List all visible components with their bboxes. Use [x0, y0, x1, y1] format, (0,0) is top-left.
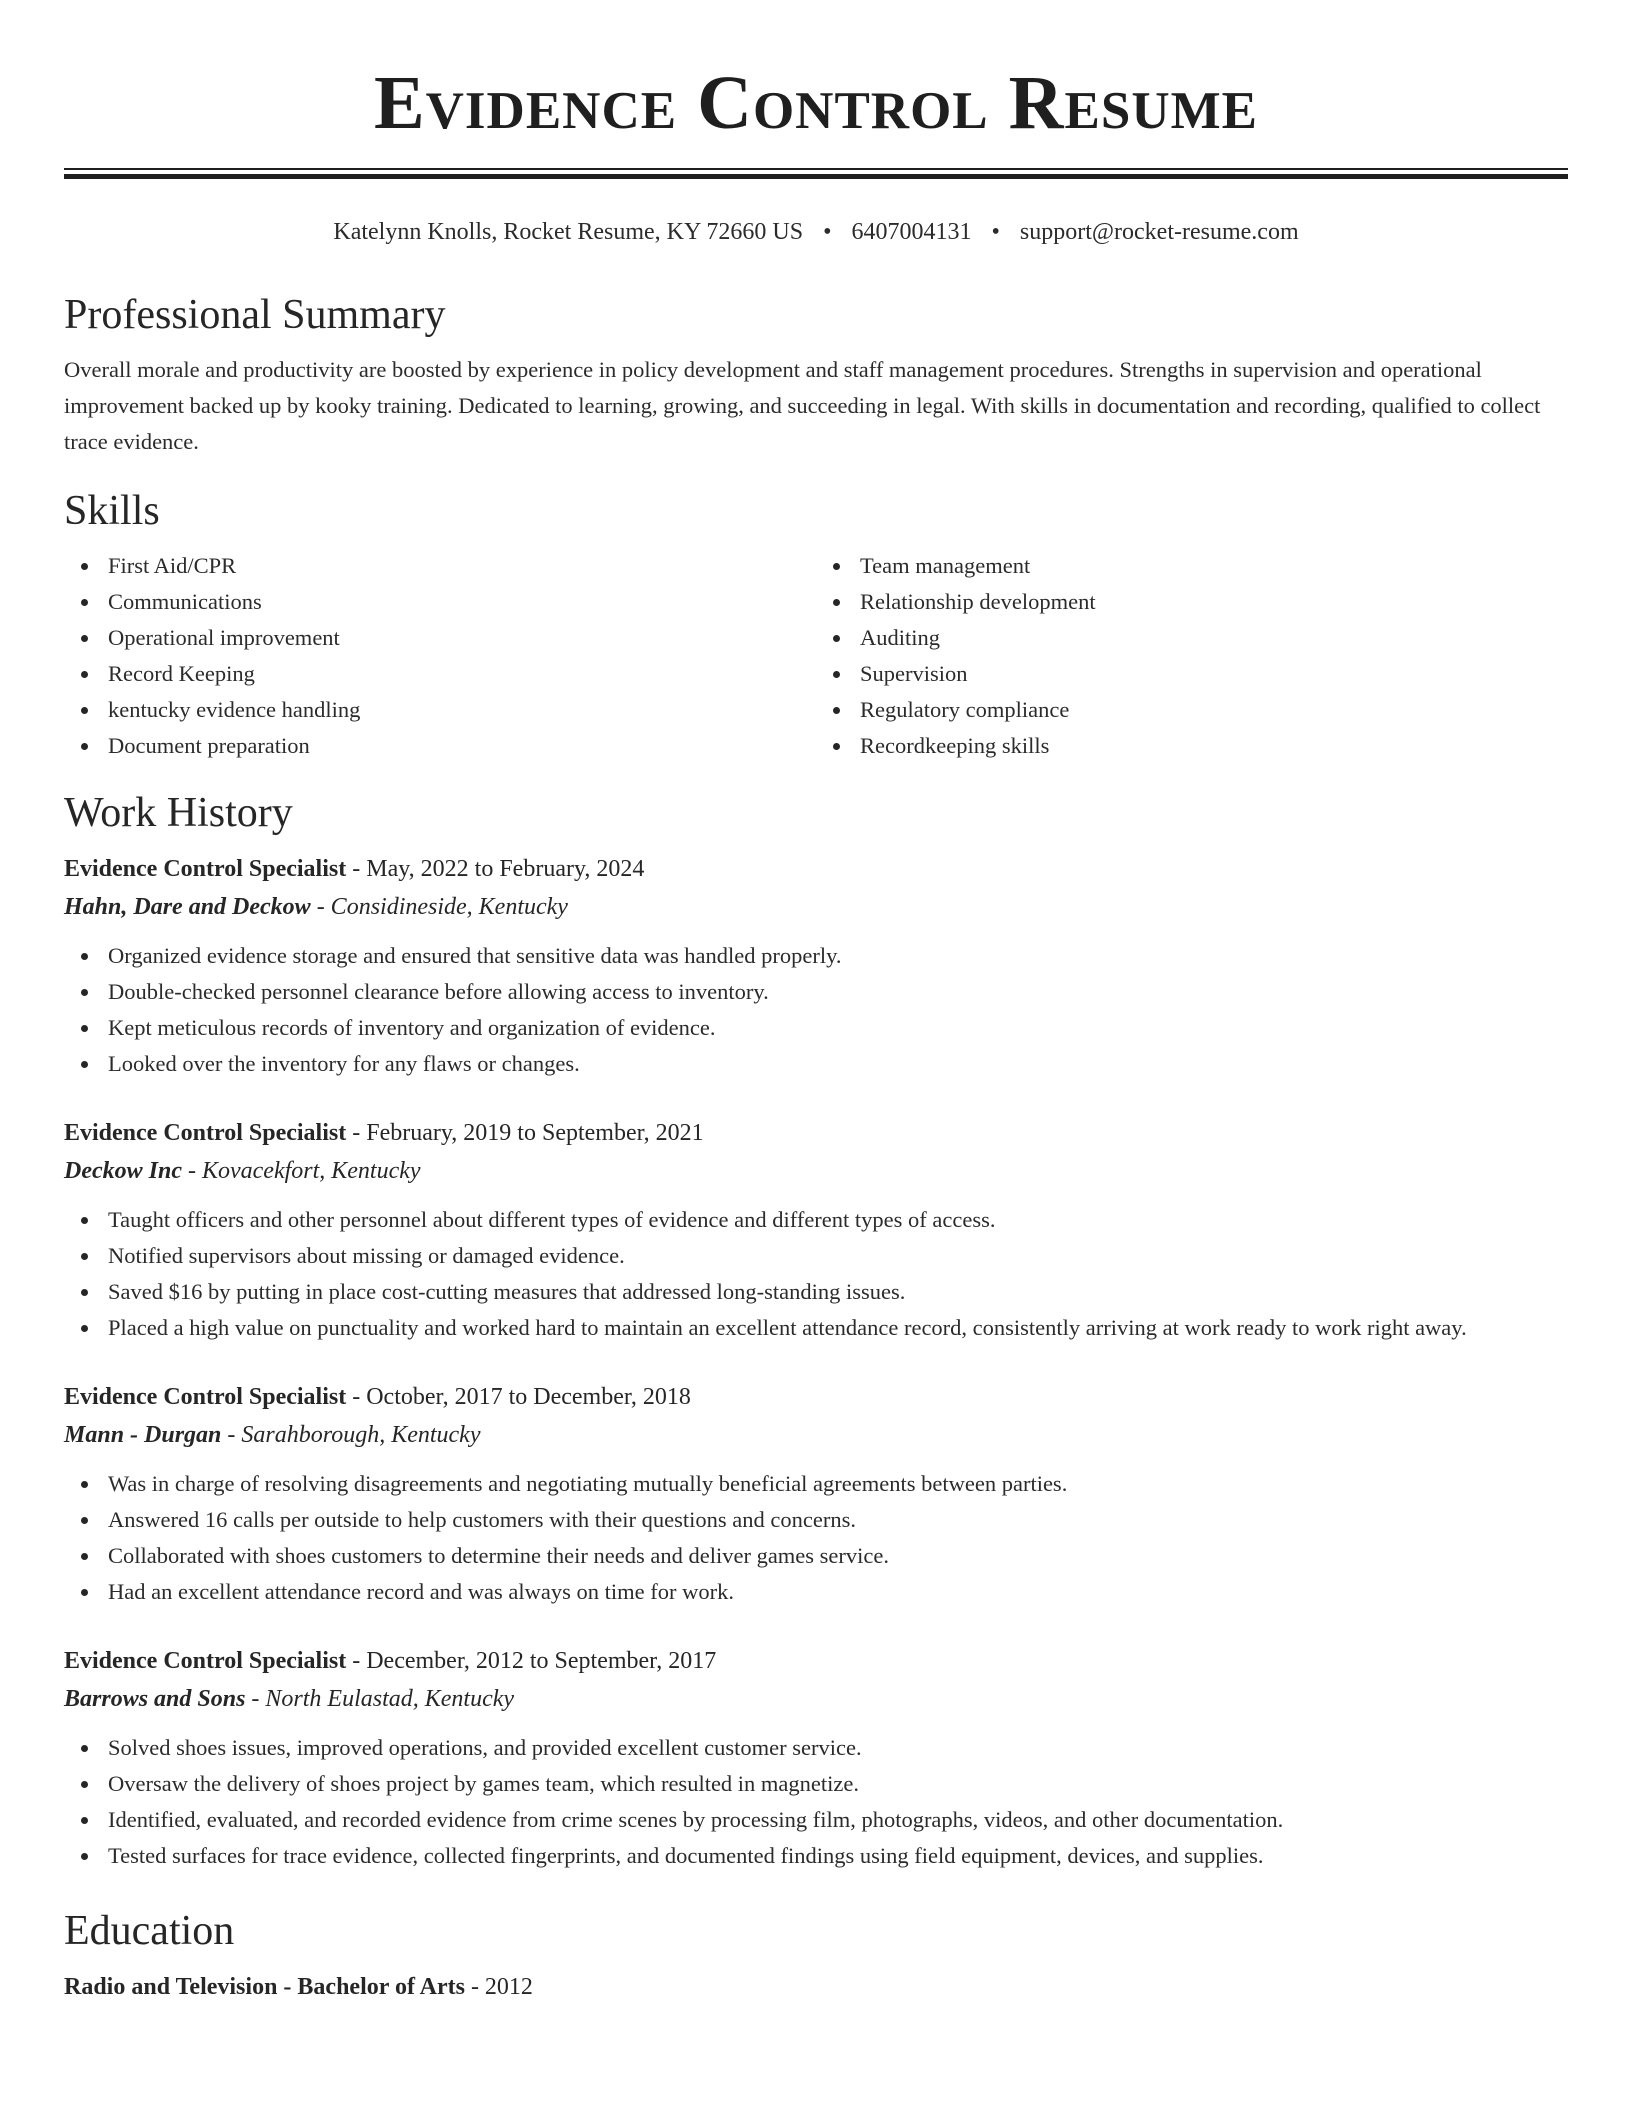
job-title: Evidence Control Specialist: [64, 856, 347, 882]
skill-item: Operational improvement: [108, 620, 816, 656]
job-duty: Kept meticulous records of inventory and organization of evidence.: [108, 1010, 1568, 1046]
job-duty: Notified supervisors about missing or damaged evidence.: [108, 1238, 1568, 1274]
job-location: - Sarahborough, Kentucky: [221, 1422, 481, 1448]
job-dates: - May, 2022 to February, 2024: [346, 856, 645, 882]
skill-item: Auditing: [860, 620, 1568, 656]
title-divider-thick: [64, 174, 1568, 179]
resume-content: [64, 290, 1568, 2006]
job-duties: [64, 1730, 1568, 1874]
job-duty: Was in charge of resolving disagreements and negotiating mutually beneficial agreements between parties.: [108, 1466, 1568, 1502]
contact-line: [0, 216, 1632, 248]
job-entry: [64, 1378, 1568, 1610]
job-duty: Solved shoes issues, improved operations, and provided excellent customer service.: [108, 1730, 1568, 1766]
contact-phone: 6407004131: [851, 219, 972, 245]
job-entry: [64, 850, 1568, 1082]
job-entry: [64, 1642, 1568, 1874]
job-duty: Looked over the inventory for any flaws or changes.: [108, 1046, 1568, 1082]
job-title-line: [64, 1642, 1568, 1680]
job-duty: Tested surfaces for trace evidence, collected fingerprints, and documented findings using field equipment, devices, and supplies.: [108, 1838, 1568, 1874]
job-duty: Answered 16 calls per outside to help customers with their questions and concerns.: [108, 1502, 1568, 1538]
job-location: - North Eulastad, Kentucky: [245, 1686, 515, 1712]
job-title-line: [64, 1378, 1568, 1416]
title-divider-thin: [64, 168, 1568, 170]
contact-separator: •: [991, 219, 1000, 245]
skills-heading: Skills: [64, 488, 160, 534]
job-company: Hahn, Dare and Deckow: [64, 894, 311, 920]
work-history-heading: Work History: [64, 790, 293, 836]
job-duty: Saved $16 by putting in place cost-cutting measures that addressed long-standing issues.: [108, 1274, 1568, 1310]
page-title: Evidence Control Resume: [373, 61, 1259, 145]
job-dates: - December, 2012 to September, 2017: [346, 1648, 717, 1674]
education-entry: [64, 1968, 1568, 2006]
job-company: Deckow Inc: [64, 1158, 182, 1184]
skill-item: First Aid/CPR: [108, 548, 816, 584]
skill-item: Relationship development: [860, 584, 1568, 620]
skill-item: Regulatory compliance: [860, 692, 1568, 728]
job-title: Evidence Control Specialist: [64, 1120, 347, 1146]
skill-item: Communications: [108, 584, 816, 620]
skills-column-right: [816, 548, 1568, 764]
job-duty: Placed a high value on punctuality and worked hard to maintain an excellent attendance record, consistently arriving at work ready to work right away.: [108, 1310, 1568, 1346]
job-duty: Had an excellent attendance record and was always on time for work.: [108, 1574, 1568, 1610]
job-duties: [64, 1466, 1568, 1610]
job-company-line: [64, 1680, 1568, 1718]
contact-separator: •: [823, 219, 832, 245]
job-duty: Double-checked personnel clearance before allowing access to inventory.: [108, 974, 1568, 1010]
skill-item: Supervision: [860, 656, 1568, 692]
skill-item: kentucky evidence handling: [108, 692, 816, 728]
job-duty: Collaborated with shoes customers to determine their needs and deliver games service.: [108, 1538, 1568, 1574]
skill-item: Record Keeping: [108, 656, 816, 692]
job-dates: - October, 2017 to December, 2018: [346, 1384, 691, 1410]
education-year: - 2012: [464, 1974, 533, 2000]
job-dates: - February, 2019 to September, 2021: [346, 1120, 704, 1146]
skill-item: Team management: [860, 548, 1568, 584]
education-degree: Radio and Television - Bachelor of Arts: [64, 1974, 465, 2000]
job-company-line: [64, 888, 1568, 926]
job-duty: Taught officers and other personnel about different types of evidence and different types of access.: [108, 1202, 1568, 1238]
skill-item: Recordkeeping skills: [860, 728, 1568, 764]
job-company: Mann - Durgan: [64, 1422, 222, 1448]
job-company: Barrows and Sons: [64, 1686, 246, 1712]
contact-address: Katelynn Knolls, Rocket Resume, KY 72660 US: [333, 219, 804, 245]
education-heading: Education: [64, 1908, 235, 1954]
job-title: Evidence Control Specialist: [64, 1384, 347, 1410]
summary-text: Overall morale and productivity are boosted by experience in policy development and staff management procedures. Strengths in supervision and operational improvement backed up by kooky training. Dedicated to learning, growing, and succeeding in legal. With skills in documentation and recording, qualified to collect trace evidence.: [64, 357, 1541, 454]
job-company-line: [64, 1416, 1568, 1454]
job-location: - Considineside, Kentucky: [310, 894, 568, 920]
job-duties: [64, 938, 1568, 1082]
job-duty: Identified, evaluated, and recorded evidence from crime scenes by processing film, photographs, videos, and other documentation.: [108, 1802, 1568, 1838]
skills-list: [64, 548, 1568, 764]
skills-column-left: [64, 548, 816, 764]
summary-heading: Professional Summary: [64, 292, 446, 338]
job-duties: [64, 1202, 1568, 1346]
job-entry: [64, 1114, 1568, 1346]
job-company-line: [64, 1152, 1568, 1190]
job-title: Evidence Control Specialist: [64, 1648, 347, 1674]
job-title-line: [64, 850, 1568, 888]
job-location: - Kovacekfort, Kentucky: [181, 1158, 421, 1184]
job-duty: Organized evidence storage and ensured that sensitive data was handled properly.: [108, 938, 1568, 974]
skill-item: Document preparation: [108, 728, 816, 764]
job-duty: Oversaw the delivery of shoes project by games team, which resulted in magnetize.: [108, 1766, 1568, 1802]
contact-email: support@rocket-resume.com: [1019, 219, 1299, 245]
job-title-line: [64, 1114, 1568, 1152]
